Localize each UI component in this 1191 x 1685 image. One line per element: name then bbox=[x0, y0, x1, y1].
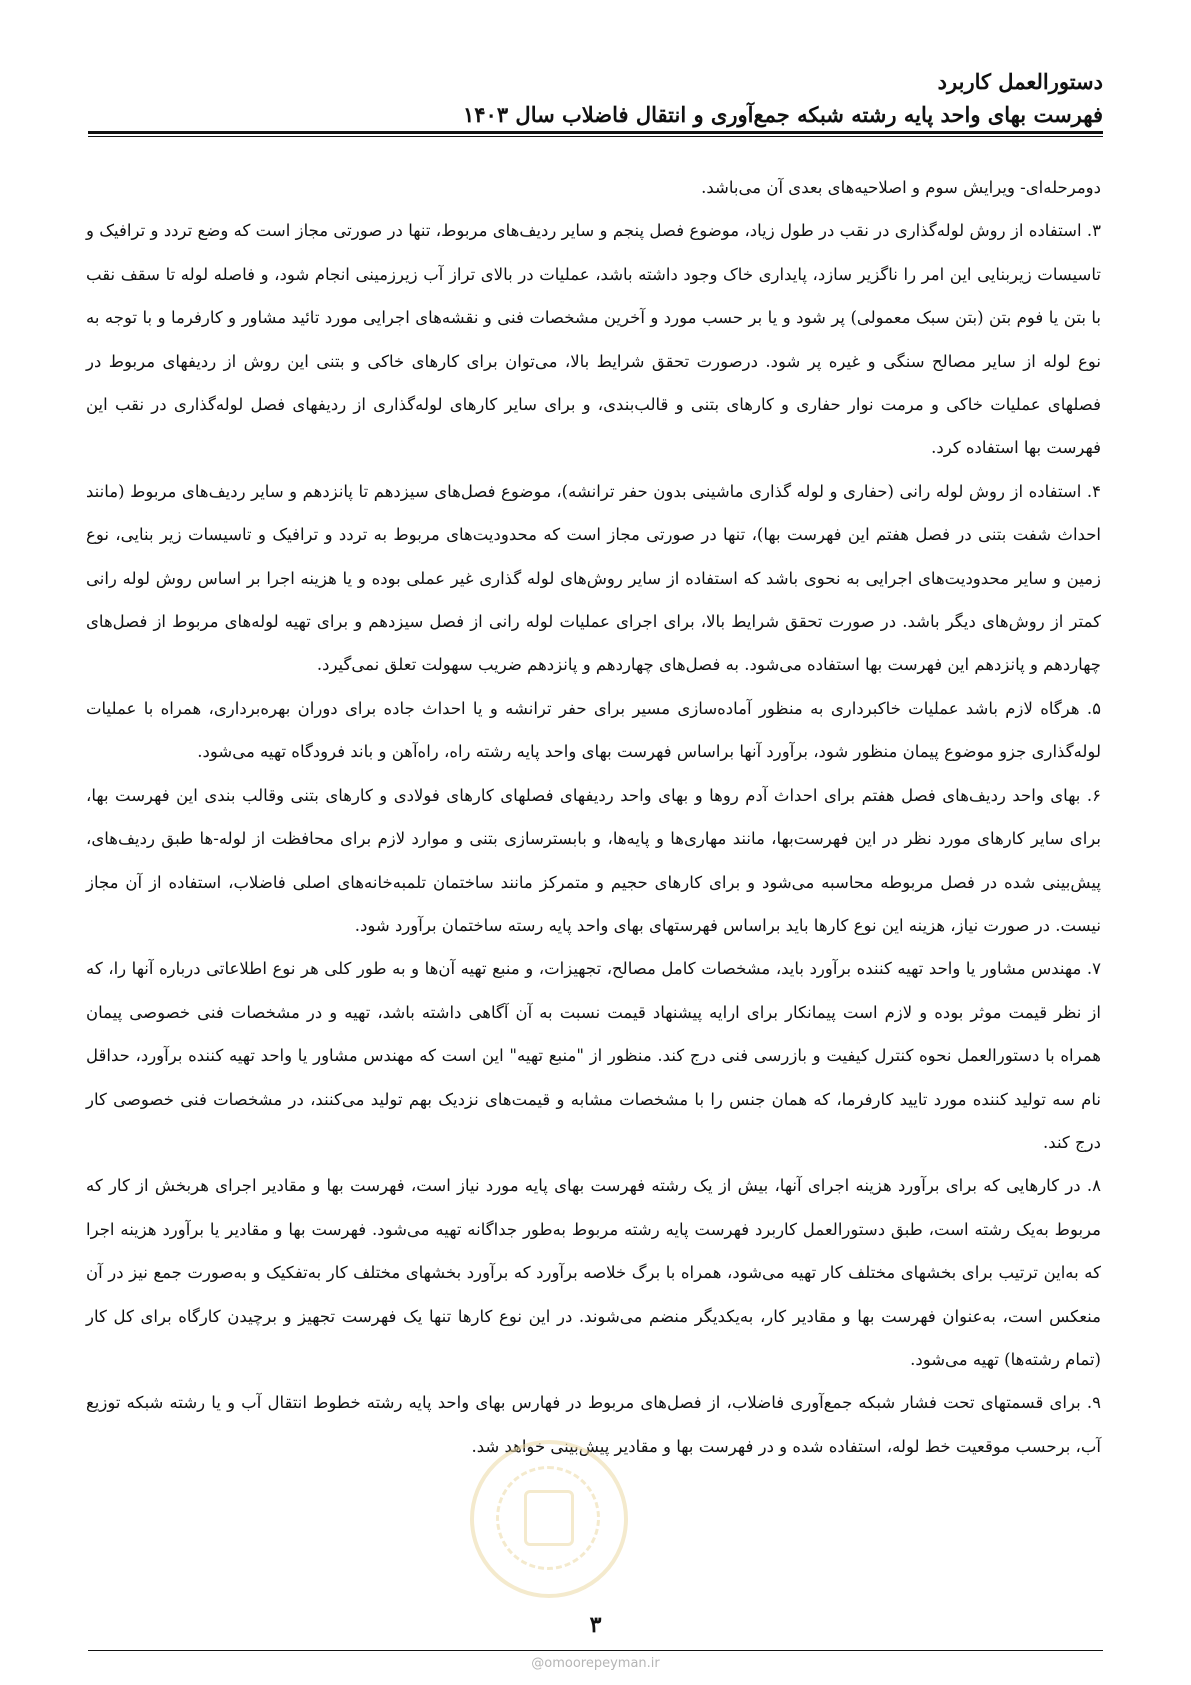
document-body bbox=[86, 166, 1101, 1468]
document-subtitle: فهرست بهای واحد پایه رشته شبکه جمع‌آوری و انتقال فاضلاب سال ۱۴۰۳ bbox=[463, 102, 1103, 127]
footer-website: @omoorepeyman.ir bbox=[531, 1656, 660, 1671]
omoore-peyman-seal-icon bbox=[470, 1440, 628, 1598]
paragraph-item-7: ۷. مهندس مشاور یا واحد تهیه کننده برآورد باید، مشخصات کامل مصالح، تجهیزات، و منبع تهیه آن‌ها و به طور کلی هر نوع اطلاعاتی درباره آنها را، که از نظر قیمت موثر بوده و لازم است پیمانکار برای ارایه پیشنهاد قیمت نسبت به آن آگاهی داشته باشد، تهیه و در مشخصات فنی خصوصی پیمان همراه با دستورالعمل نحوه کنترل کیفیت و بازرسی فنی درج کند. منظور از "منبع تهیه" این است که مهندس مشاور یا واحد تهیه کننده برآورد، حداقل نام سه تولید کننده مورد تایید کارفرما، که همان جنس را با مشخصات مشابه و قیمت‌های نزدیک بهم تولید می‌کنند، در مشخصات فنی خصوصی کار درج کند. bbox=[86, 959, 1101, 1152]
paragraph-item-5: ۵. هرگاه لازم باشد عملیات خاکبرداری به منظور آماده‌سازی مسیر برای حفر ترانشه و یا احداث جاده برای دوران بهره‌برداری، همراه با عملیات لوله‌گذاری جزو موضوع پیمان منظور شود، برآورد آنها براساس فهرست بهای واحد پایه رشته راه، راه‌آهن و باند فرودگاه تهیه می‌شود. bbox=[86, 698, 1101, 762]
paragraph-item-9: ۹. برای قسمتهای تحت فشار شبکه جمع‌آوری فاضلاب، از فصل‌های مربوط در فهارس بهای واحد پایه رشته خطوط انتقال آب و یا رشته شبکه توزیع آب، برحسب موقعیت خط لوله، استفاده شده و در فهرست بها و مقادیر پیش‌بینی خواهد شد. bbox=[86, 1393, 1101, 1456]
document-title: دستورالعمل کاربرد bbox=[937, 69, 1103, 94]
paragraph-item-3: ۳. استفاده از روش لوله‌گذاری در نقب در طول زیاد، موضوع فصل پنجم و سایر ردیف‌های مربوط، تنها در صورتی مجاز است که وضع تردد و ترافیک و تاسیسات زیربنایی این امر را ناگزیر سازد، پایداری خاک وجود داشته باشد، عملیات در بالای تراز آب زیرزمینی انجام شود، و فاصله لوله تا سقف نقب با بتن یا فوم بتن (بتن سبک معمولی) پر شود و یا بر حسب مورد و آخرین مشخصات فنی و نقشه‌های اجرایی مورد تائید مشاور و کارفرما و با توجه به نوع لوله از سایر مصالح سنگی و غیره پر شود. درصورت تحقق شرایط بالا، می‌توان برای کارهای خاکی و بتنی این روش از ردیفهای مربوط در فصلهای عملیات خاکی و مرمت نوار حفاری و کارهای بتنی و قالب‌بندی، و برای سایر کارهای لوله‌گذاری از ردیفهای فصل لوله‌گذاری در نقب این فهرست بها استفاده کرد. bbox=[86, 221, 1102, 458]
paragraph-item-8: ۸. در کارهایی که برای برآورد هزینه اجرای آنها، بیش از یک رشته فهرست بهای پایه مورد نیاز است، فهرست بها و مقادیر اجرای هربخش از کار که مربوط به‌یک رشته است، طبق دستورالعمل کاربرد فهرست پایه رشته مربوط به‌طور جداگانه تهیه می‌شود. فهرست بها و مقادیر یا برآورد هزینه اجرا که به‌این ترتیب برای بخشهای مختلف کار تهیه می‌شود، همراه با برگ خلاصه برآورد که برآورد بخشهای مختلف کار به‌تفکیک و به‌صورت جمع نیز در آن منعکس است، به‌عنوان فهرست بها و مقادیر کار، به‌یکدیگر منضم می‌شوند. در این نوع کارها تنها یک فهرست تجهیز و برچیدن کارگاه برای کل کار (تمام رشته‌ها) تهیه می‌شود. bbox=[86, 1176, 1101, 1369]
header-rule-thin bbox=[88, 136, 1103, 137]
footer-rule bbox=[88, 1650, 1103, 1651]
paragraph-item-6: ۶. بهای واحد ردیف‌های فصل هفتم برای احداث آدم روها و بهای واحد ردیفهای فصلهای کارهای فولادی و کارهای بتنی وقالب بندی این فهرست بها، برای سایر کارهای مورد نظر در این فهرست‌بها، مانند مهاری‌ها و پایه‌ها، و بابسترسازی بتنی و موارد لازم برای محافظت از لوله-ها طبق ردیف‌های، پیش‌بینی شده در فصل مربوطه محاسبه می‌شود و برای کارهای حجیم و متمرکز مانند ساختمان تلمبه‌خانه‌های اصلی فاضلاب، استفاده از آن مجاز نیست. در صورت نیاز، هزینه این نوع کارها باید براساس فهرستهای بهای واحد پایه رسته ساختمان برآورد شود. bbox=[86, 785, 1101, 935]
paragraph-item-4: ۴. استفاده از روش لوله رانی (حفاری و لوله گذاری ماشینی بدون حفر ترانشه)، موضوع فصل‌های سیزدهم تا پانزدهم و سایر ردیف‌های مربوط (مانند احداث شفت بتنی در فصل هفتم این فهرست بها)، تنها در صورتی مجاز است که محدودیت‌های مربوط به تردد و ترافیک و تاسیسات زیر بنایی، نوع زمین و سایر محدودیت‌های اجرایی به نحوی باشد که استفاده از سایر روش‌های لوله گذاری غیر عملی بوده و یا هزینه اجرا بر اساس روش لوله رانی کمتر از روش‌های دیگر باشد. در صورت تحقق شرایط بالا، برای اجرای عملیات لوله رانی از فصل سیزدهم و برای تهیه لوله‌های مربوط از فصل‌های چهاردهم و پانزدهم این فهرست بها استفاده می‌شود. به فصل‌های چهاردهم و پانزدهم ضریب سهولت تعلق نمی‌گیرد. bbox=[86, 481, 1101, 675]
page-header bbox=[88, 68, 1103, 130]
paragraph-continuation: دومرحله‌ای- ویرایش سوم و اصلاحیه‌های بعدی آن می‌باشد. bbox=[701, 178, 1101, 197]
header-rule-thick bbox=[88, 131, 1103, 134]
page-number: ۳ bbox=[589, 1612, 602, 1638]
